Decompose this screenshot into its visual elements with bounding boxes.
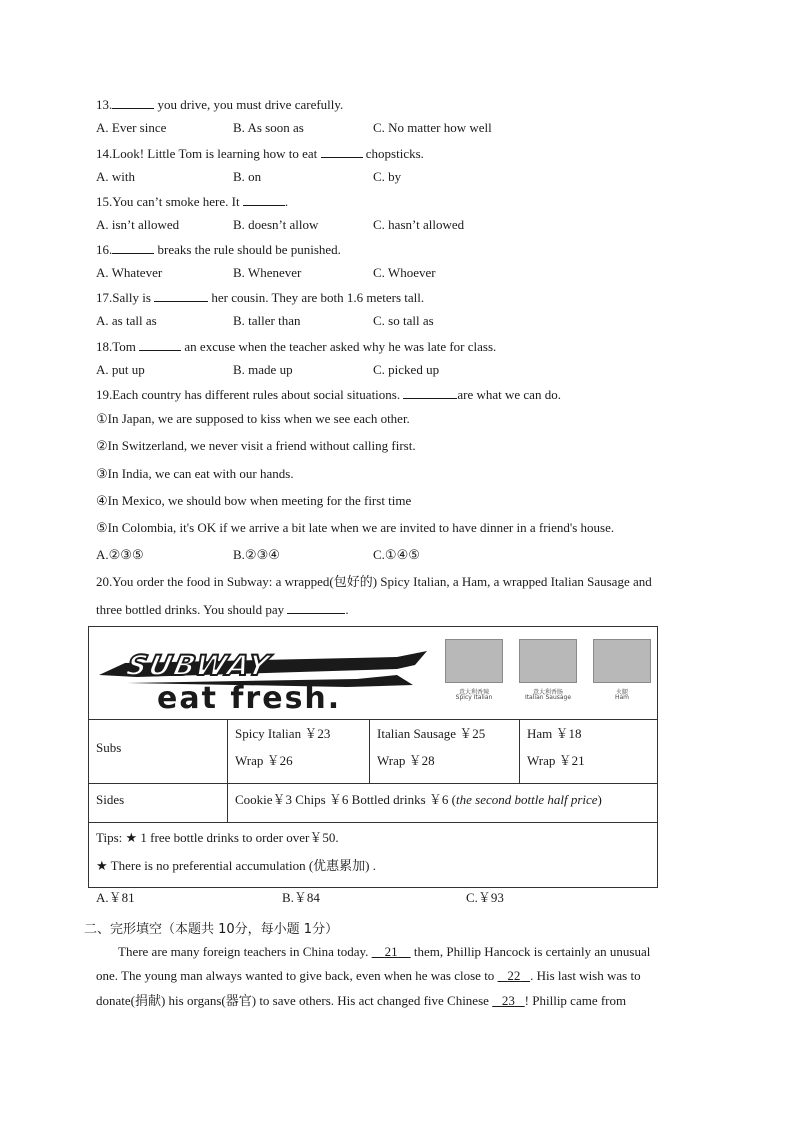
sandwich-photo: [519, 639, 577, 683]
row-divider: [89, 783, 657, 784]
passage-line-1: [118, 944, 718, 960]
sides-text: Cookie￥3 Chips ￥6 Bottled drinks ￥6 (: [235, 792, 457, 807]
col-divider: [227, 719, 228, 822]
stem-text: 13.: [96, 97, 113, 112]
statement-5: ⑤In Colombia, it's OK if we arrive a bit late when we are invited to have dinner in a friend's house.: [96, 520, 615, 535]
stem-text: an excuse when the teacher asked why he was late for class.: [181, 339, 497, 354]
subway-banner: [97, 633, 651, 719]
question-20-stem-line1: 20.You order the food in Subway: a wrapped(包好的) Spicy Italian, a Ham, a wrapped Italian Sausage and: [96, 574, 652, 589]
answer-blank: [403, 386, 457, 399]
option-b: B. taller than: [233, 313, 301, 328]
option-b: B. on: [233, 169, 262, 184]
blank-21: [372, 944, 411, 959]
stem-text: chopsticks.: [362, 146, 424, 161]
stem-text: 19.Each country has different rules about social situations.: [96, 387, 404, 402]
question-20-stem-line2: [96, 601, 349, 618]
question-14-stem: [96, 145, 424, 162]
stem-text: 14.Look! Little Tom is learning how to eat: [96, 146, 321, 161]
stem-text: three bottled drinks. You should pay: [96, 602, 288, 617]
passage-line-2: [96, 968, 696, 984]
photo-label-cn: 意大利香辣: [458, 689, 489, 696]
statement-1: ①In Japan, we are supposed to kiss when we see each other.: [96, 411, 410, 426]
option-c: C. so tall as: [373, 313, 434, 328]
col-divider: [519, 719, 520, 783]
option-c: C. picked up: [373, 362, 440, 377]
stem-text: 15.You can’t smoke here. It: [96, 194, 243, 209]
col-divider: [369, 719, 370, 783]
blank-number: 22: [507, 968, 521, 983]
stem-text: you drive, you must drive carefully.: [154, 97, 344, 112]
photo-label-cn: 火腿: [615, 689, 628, 696]
option-b: B.②③④: [233, 547, 280, 562]
option-a: A. put up: [96, 362, 145, 377]
passage-text: There are many foreign teachers in China today.: [118, 944, 372, 959]
sub-italian-sausage-wrap: Wrap ￥28: [377, 753, 435, 768]
sandwich-photo: [445, 639, 503, 683]
q20-option-a: A.￥81: [96, 890, 135, 905]
subway-menu-table: [88, 626, 658, 888]
stem-text: .: [284, 194, 289, 209]
slogan: eat fresh.: [157, 681, 342, 716]
photo-label-en: Spicy Italian: [455, 694, 493, 701]
option-c: C. hasn’t allowed: [373, 217, 465, 232]
answer-blank: [243, 193, 285, 206]
passage-text: them, Phillip Hancock is certainly an unusual: [410, 944, 651, 959]
question-19-stem: [96, 386, 561, 403]
option-a: A.②③⑤: [96, 547, 144, 562]
option-b: B. As soon as: [233, 120, 304, 135]
stem-text: 16.: [96, 242, 113, 257]
sub-spicy-italian-price: Spicy Italian ￥23: [235, 726, 331, 741]
sub-spicy-italian-wrap: Wrap ￥26: [235, 753, 293, 768]
question-13-stem: [96, 96, 343, 113]
tip-1: Tips: ★ 1 free bottle drinks to order over￥50.: [96, 830, 339, 845]
sub-italian-sausage-price: Italian Sausage ￥25: [377, 726, 486, 741]
question-17-stem: [96, 289, 424, 306]
passage-text: donate(捐献) his organs(器官) to save others. His act changed five Chinese: [96, 993, 493, 1008]
blank-number: 21: [384, 944, 398, 959]
blank-23: [492, 993, 525, 1008]
option-c: C. Whoever: [373, 265, 436, 280]
photo-label-cn: 意大利香肠: [532, 689, 563, 696]
row-divider: [89, 719, 657, 720]
logo-wordmark: SUBWAY: [123, 649, 274, 682]
blank-22: [498, 968, 531, 983]
sides-label: Sides: [96, 792, 125, 807]
stem-text: her cousin. They are both 1.6 meters tall.: [208, 290, 425, 305]
sub-ham-wrap: Wrap ￥21: [527, 753, 585, 768]
photo-label-en: Italian Sausage: [524, 694, 572, 701]
sides-items: [235, 792, 602, 808]
answer-blank: [139, 338, 181, 351]
section-heading: 二、完形填空（本题共 10分，每小题 1分）: [84, 922, 339, 937]
statement-4: ④In Mexico, we should bow when meeting for the first time: [96, 493, 412, 508]
option-b: B. made up: [233, 362, 293, 377]
stem-text: 17.Sally is: [96, 290, 155, 305]
blank-number: 23: [501, 993, 515, 1008]
stem-text: breaks the rule should be punished.: [154, 242, 341, 257]
passage-text: one. The young man always wanted to give back, even when he was close to: [96, 968, 498, 983]
option-a: A. isn’t allowed: [96, 217, 180, 232]
passage-text: . His last wish was to: [530, 968, 641, 983]
option-a: A. Ever since: [96, 120, 167, 135]
row-divider: [89, 822, 657, 823]
statement-2: ②In Switzerland, we never visit a friend without calling first.: [96, 438, 416, 453]
option-b: B. doesn’t allow: [233, 217, 319, 232]
option-c: C. by: [373, 169, 402, 184]
option-c: C. No matter how well: [373, 120, 492, 135]
option-a: A. with: [96, 169, 135, 184]
answer-blank: [287, 601, 345, 614]
question-16-stem: [96, 241, 341, 258]
stem-text: are what we can do.: [457, 387, 561, 402]
passage-line-3: [96, 993, 696, 1009]
option-b: B. Whenever: [233, 265, 302, 280]
sides-text: ): [597, 792, 602, 807]
stem-text: 18.Tom: [96, 339, 140, 354]
answer-blank: [154, 289, 208, 302]
answer-blank: [112, 96, 154, 109]
photo-label-en: Ham: [614, 694, 630, 701]
sub-ham-price: Ham ￥18: [527, 726, 582, 741]
sides-note: the second bottle half price: [456, 792, 598, 807]
option-a: A. as tall as: [96, 313, 157, 328]
subs-label: Subs: [96, 740, 122, 755]
passage-text: ! Phillip came from: [524, 993, 627, 1008]
stem-text: .: [345, 602, 349, 617]
answer-blank: [112, 241, 154, 254]
tip-2: ★ There is no preferential accumulation (优惠累加) .: [96, 858, 376, 873]
sandwich-photo: [593, 639, 651, 683]
question-18-stem: [96, 338, 496, 355]
question-15-stem: [96, 193, 288, 210]
option-a: A. Whatever: [96, 265, 163, 280]
q20-option-b: B.￥84: [282, 890, 320, 905]
answer-blank: [321, 145, 363, 158]
q20-option-c: C.￥93: [466, 890, 504, 905]
option-c: C.①④⑤: [373, 547, 420, 562]
statement-3: ③In India, we can eat with our hands.: [96, 466, 294, 481]
